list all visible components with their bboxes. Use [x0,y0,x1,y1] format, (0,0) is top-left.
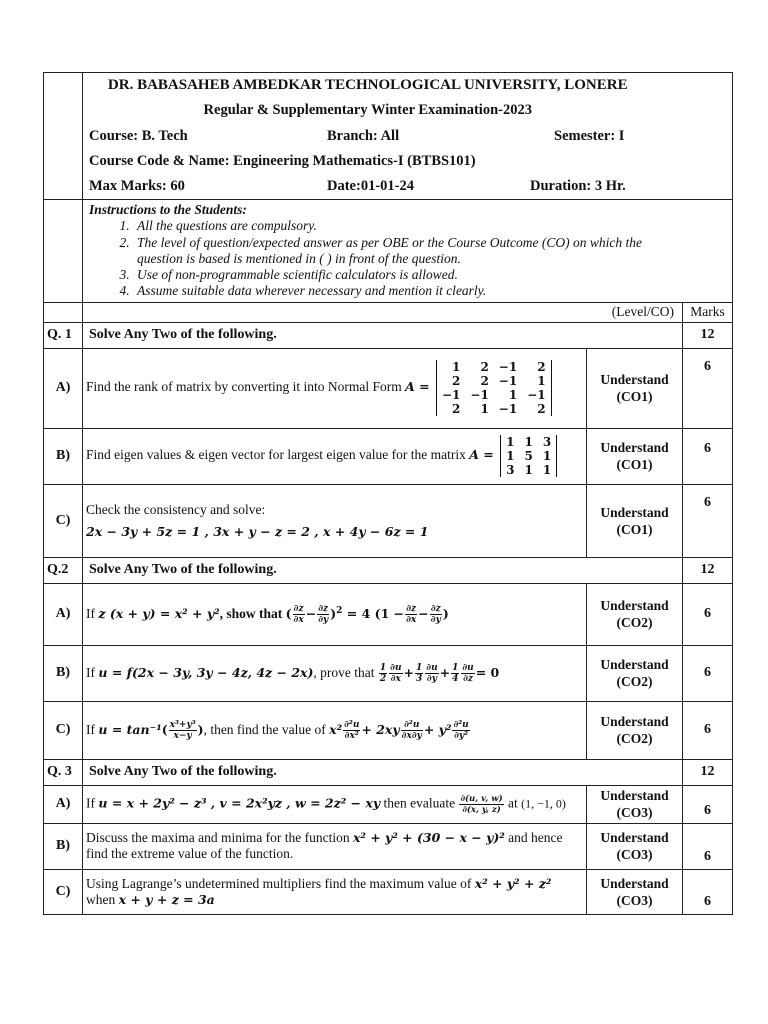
level-label: Understand [600,830,669,846]
question-heading: Solve Any Two of the following. [83,759,683,785]
subquestion-label: C) [44,869,83,914]
matrix-cell: 1 [542,463,552,478]
equation-system: 2x − 3y + 5z = 1 , 3x + y − z = 2 , x + 4y − 6z = 1 [86,523,429,539]
matrix-cell: −1 [498,360,518,375]
matrix-a [500,435,557,477]
marks-header: Marks [683,302,733,322]
question-paper [43,72,732,915]
when-word: when [86,891,116,907]
co-label: (CO3) [616,892,653,908]
question-heading: Solve Any Two of the following. [83,557,683,583]
matrix-cell: 2 [537,402,546,417]
matrix-cell: 3 [506,463,515,478]
matrix-row [501,435,557,449]
exam-date: Date:01-01-24 [327,178,414,194]
instruction-item: 3. Use of non-programmable scientific calculators is allowed. [133,267,679,283]
level-label: Understand [600,598,669,614]
matrix-cell: 1 [506,449,515,464]
header-row [44,73,733,200]
subquestion-marks: 6 [683,484,733,557]
matrix-cell: 1 [508,388,518,403]
show-that-text: , show that [219,606,283,622]
level-co-header: (Level/CO) [83,302,683,322]
matrix-cell: −1 [527,388,546,403]
q1b-row [44,428,733,484]
matrix-cell: −1 [470,388,489,403]
co-label: (CO2) [616,615,653,631]
level-label: Understand [600,714,669,730]
then-evaluate-text: then evaluate [380,795,456,811]
subquestion-label: B) [44,645,83,701]
matrix-cell: −1 [441,388,461,403]
matrix-cell: 1 [524,435,533,450]
level-label: Understand [600,788,669,804]
matrix-cell: 3 [542,435,552,450]
if-word: If [86,606,95,622]
subquestion-label: C) [44,701,83,759]
co-label: (CO3) [616,847,653,863]
co-label: (CO2) [616,674,653,690]
matrix-cell: −1 [498,402,518,417]
matrix-cell: −1 [498,374,518,389]
matrix-lhs: A = [405,379,430,395]
column-header-row [44,302,733,322]
question-text-continued: and hence find the extreme value of the function. [86,830,563,862]
pde-identity: $\frac{1}{2}$ $\frac{\partial u}{\partial x}$ + $\frac{1}{3}$ $\frac{\partial u}{\partial y}$ + $\frac{1}{4}$ $\frac{\partial u}{\partial z}$ = 0 [379,662,500,684]
math-expression: z (x + y) = x² + y² [98,606,220,622]
exam-duration: Duration: 3 Hr. [530,178,626,194]
instructions-row [44,200,733,303]
question-text: Find eigen values & eigen vector for largest eigen value for the matrix [86,447,466,463]
matrix-row [501,463,557,477]
math-expression: x² + y² + (30 − x − y)² [352,830,505,846]
pde-expression: x² $\frac{\text{∂²u}}{\text{∂x²}}$ + 2xy $\frac{\text{∂²u}}{\partial x\partial y}$ + y² $\frac{\text{∂²u}}{\text{∂y²}}$ [329,719,469,741]
then-find-text: , then find the value of [203,721,326,737]
pde-identity: ( $\frac{\partial z}{\partial x}$ − $\frac{\partial z}{\partial y}$ )$^2$ = 4 (1 − $\frac{\partial z}{\partial x}$ − $\frac{\partial z}{\partial y}$ ) [285,604,449,626]
subquestion-label: C) [44,484,83,557]
max-marks: Max Marks: 60 [89,178,185,194]
level-label: Understand [600,657,669,673]
matrix-cell: 1 [542,449,552,464]
question-text: Find the rank of matrix by converting it into Normal Form [86,379,402,395]
question-marks: 12 [683,759,733,785]
level-label: Understand [600,875,669,891]
math-expression: x² + y² + z² [474,875,552,891]
subquestion-marks: 6 [683,823,733,869]
subquestion-label: A) [44,583,83,645]
math-expression: u = f(2x − 3y, 3y − 4z, 4z − 2x) [98,664,314,680]
level-label: Understand [600,372,669,388]
math-expression: u = x + 2y² − z³ , v = 2x²yz , w = 2z² − xy [98,795,381,811]
q2b-row [44,645,733,701]
q1c-row [44,484,733,557]
instructions-title: Instructions to the Students: [89,202,247,217]
matrix-cell: 1 [452,360,461,375]
matrix-row [436,360,551,374]
jacobian: $\frac{\partial(u, v, w)}{\partial(x, y, z)}$ [460,793,503,815]
branch-label: Branch: All [327,127,400,144]
if-word: If [86,721,95,737]
question-heading: Solve Any Two of the following. [83,322,683,348]
matrix-cell: 2 [480,374,489,389]
question-table [43,72,733,915]
evaluation-point: (1, −1, 0) [521,796,566,811]
matrix-cell: 1 [537,374,546,389]
level-label: Understand [600,440,669,456]
q2c-row: C) If u = tan⁻¹( $\frac{\text{x³+y³}}{x-y}$ ), then find the value of x² $\frac{\text{∂²u}}{\text{∂x²}}$ + 2xy $\frac{\text{∂²u}}{\partial x\partial y}$ + y² $\frac{\text{∂²u}}{\text{∂y²}}$ Understand (CO2) 6 [44,701,733,759]
matrix-cell: 5 [524,449,533,464]
instruction-item: 1. All the questions are compulsory. [133,218,679,234]
q3b-row [44,823,733,869]
university-name: DR. BABASAHEB AMBEDKAR TECHNOLOGICAL UNIVERSITY, LONERE [107,77,628,93]
constraint-expression: x + y + z = 3a [118,891,215,907]
subquestion-label: A) [44,348,83,428]
instructions [83,200,683,302]
q3a-row [44,785,733,823]
if-word: If [86,795,95,811]
matrix-cell: 1 [524,463,533,478]
prove-that-text: , prove that [313,664,375,680]
subquestion-marks: 6 [683,701,733,759]
matrix-row [501,449,557,463]
subquestion-label: B) [44,823,83,869]
co-label: (CO1) [616,457,653,473]
course-label: Course: B. Tech [89,127,188,144]
matrix-row [436,402,551,416]
exam-title: Regular & Supplementary Winter Examination-2023 [203,102,532,118]
q3-heading-row [44,759,733,785]
q3c-row [44,869,733,914]
matrix-cell: 2 [452,374,461,389]
q2a-row [44,583,733,645]
co-label: (CO3) [616,805,653,821]
matrix-cell: 2 [452,402,461,417]
q1-heading-row [44,322,733,348]
matrix-a [436,360,552,416]
if-word: If [86,664,95,680]
math-expression: u = tan⁻¹ [98,721,162,737]
question-text: Using Lagrange’s undetermined multipliers find the maximum value of [86,875,472,891]
matrix-row [436,388,551,402]
subquestion-marks: 6 [683,869,733,914]
co-label: (CO2) [616,731,653,747]
instruction-item: 4. Assume suitable data wherever necessary and mention it clearly. [133,283,679,299]
question-text: Check the consistency and solve: [86,501,266,517]
course-code-name: Course Code & Name: Engineering Mathematics-I (BTBS101) [89,153,476,169]
question-number: Q. 1 [44,322,83,348]
semester-label: Semester: I [554,127,625,144]
subquestion-marks: 6 [683,428,733,484]
matrix-cell: 1 [480,402,489,417]
question-number: Q.2 [44,557,83,583]
level-label: Understand [600,504,669,520]
question-marks: 12 [683,322,733,348]
co-label: (CO1) [616,521,653,537]
subquestion-marks: 6 [683,645,733,701]
matrix-row [436,374,551,388]
question-text: Discuss the maxima and minima for the function [86,830,350,846]
at-text: at [504,795,518,811]
subquestion-label: B) [44,428,83,484]
matrix-cell: 1 [506,435,515,450]
subquestion-marks: 6 [683,785,733,823]
matrix-cell: 2 [537,360,546,375]
question-number: Q. 3 [44,759,83,785]
subquestion-marks: 6 [683,583,733,645]
subquestion-label: A) [44,785,83,823]
question-marks: 12 [683,557,733,583]
instruction-item: 2. The level of question/expected answer as per OBE or the Course Outcome (CO) on which the question is based is mentioned in ( ) in front of the question. [133,235,679,268]
matrix-cell: 2 [480,360,489,375]
q2-heading-row [44,557,733,583]
q1a-row [44,348,733,428]
co-label: (CO1) [616,389,653,405]
subquestion-marks: 6 [683,348,733,428]
matrix-lhs: A = [469,447,494,463]
